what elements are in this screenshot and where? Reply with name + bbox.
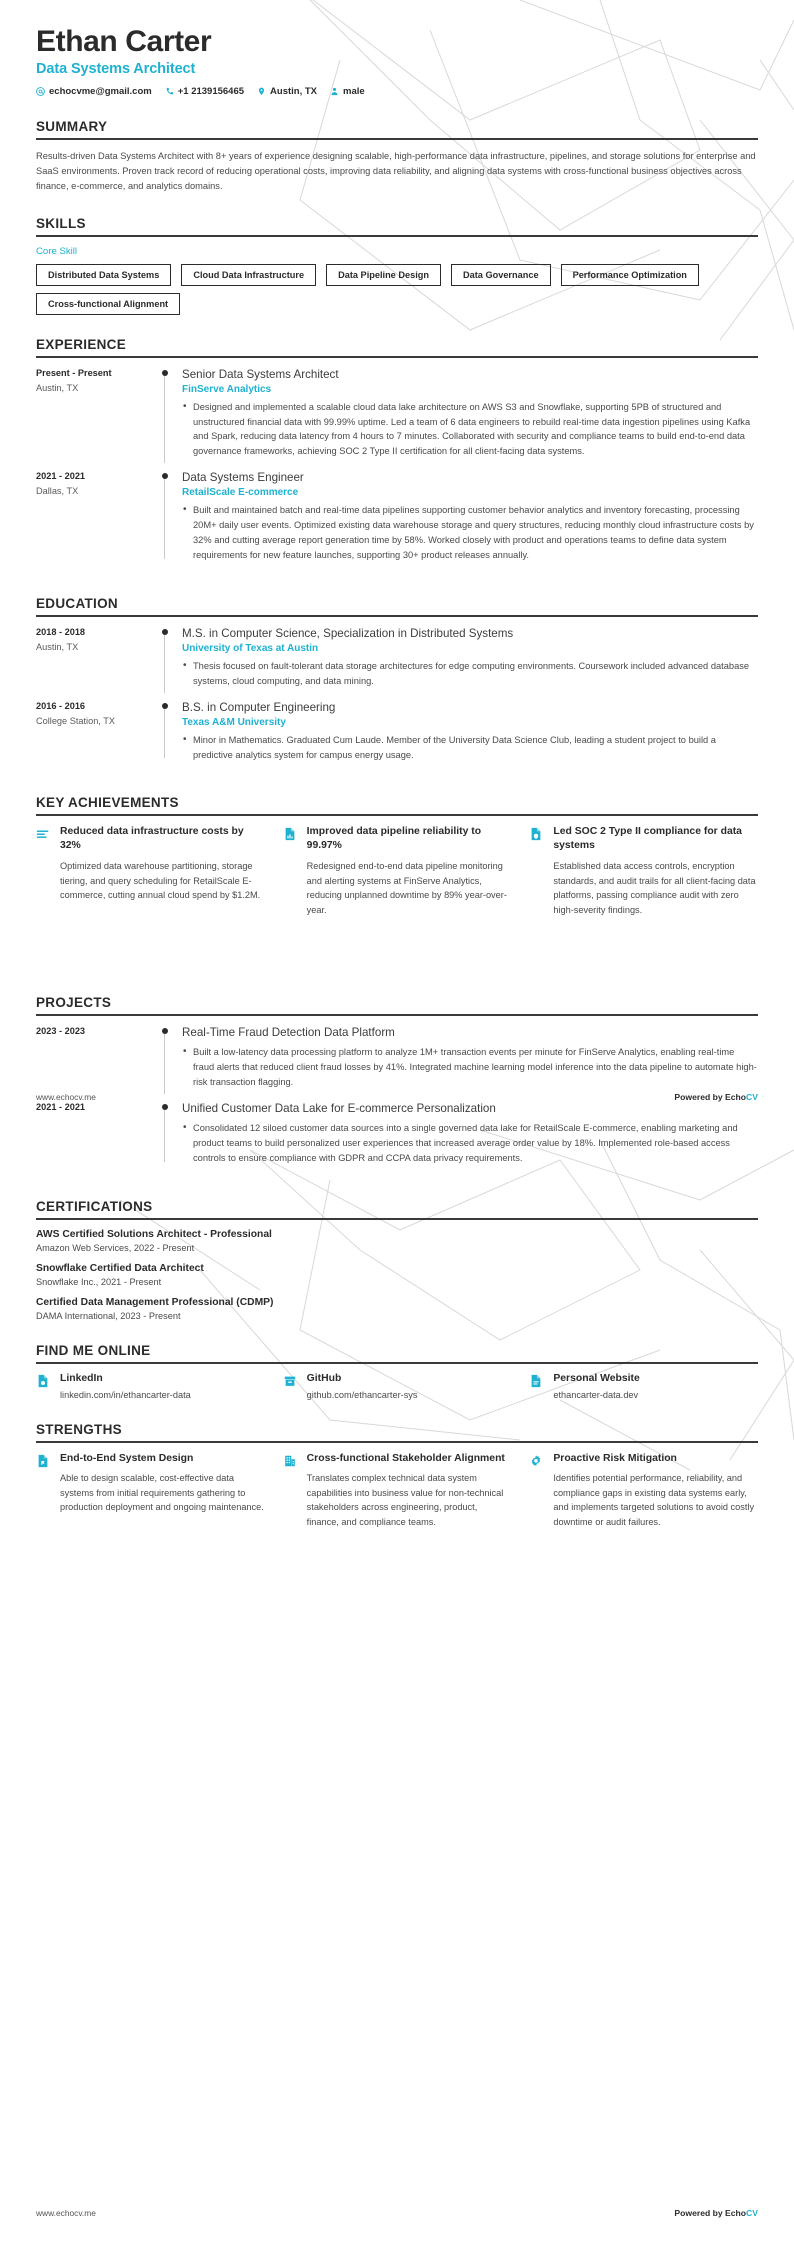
person-icon <box>330 87 339 96</box>
achievement-title: Improved data pipeline reliability to 99.97% <box>306 826 482 852</box>
entry-location: College Station, TX <box>36 715 115 726</box>
strength-title: End-to-End System Design <box>60 1452 194 1464</box>
timeline-marker <box>158 1101 180 1168</box>
entry-body <box>180 470 758 565</box>
certification-item <box>36 1229 758 1253</box>
section-experience <box>36 337 758 574</box>
entry-meta <box>36 1025 158 1092</box>
certification-meta: Amazon Web Services, 2022 - Present <box>36 1242 195 1253</box>
experience-entry <box>36 470 758 574</box>
page-title: Ethan Carter <box>36 25 212 58</box>
phone-icon <box>165 87 174 96</box>
strength-card <box>283 1452 512 1530</box>
entry-location: Austin, TX <box>36 382 79 393</box>
project-entry <box>36 1025 758 1101</box>
skill-chip: Data Governance <box>451 264 551 286</box>
entry-date: Present - Present <box>36 367 112 378</box>
achievement-description: Redesigned end-to-end data pipeline monitoring and alerting systems at FinServe Analytics, reducing unplanned downtime by 89% year-over-year. <box>306 861 507 915</box>
strength-title: Cross-functional Stakeholder Alignment <box>306 1452 505 1464</box>
footer-powered-label: Powered by <box>674 1092 726 1102</box>
entry-body <box>180 626 758 691</box>
section-projects <box>36 995 758 1176</box>
entry-organization: University of Texas at Austin <box>182 642 319 654</box>
achievement-card <box>529 825 758 917</box>
contact-row <box>36 86 758 97</box>
entry-date: 2023 - 2023 <box>36 1026 86 1037</box>
entry-bullets <box>182 400 758 460</box>
key-achievements-heading: KEY ACHIEVEMENTS <box>36 795 179 811</box>
experience-entry <box>36 367 758 471</box>
footer-brand-cv: CV <box>746 1092 758 1102</box>
footer-brand-cv: CV <box>746 2208 758 2218</box>
education-rule <box>36 615 758 617</box>
certification-name: Snowflake Certified Data Architect <box>36 1262 204 1274</box>
entry-date: 2016 - 2016 <box>36 700 86 711</box>
link-url: linkedin.com/in/ethancarter-data <box>60 1389 191 1400</box>
summary-rule <box>36 138 758 140</box>
job-title: Data Systems Architect <box>36 60 196 77</box>
entry-bullets <box>182 503 758 563</box>
entry-organization: FinServe Analytics <box>182 383 272 395</box>
summary-heading: SUMMARY <box>36 118 108 134</box>
link-label: Personal Website <box>553 1372 640 1384</box>
strength-card-list <box>36 1452 758 1530</box>
skill-chip: Distributed Data Systems <box>36 264 171 286</box>
bullet-item: • Minor in Mathematics. Graduated Cum Laude. Member of the University Data Science Club, leading a student project to build a predictive analytics system for campus energy usage. <box>182 733 758 763</box>
timeline-marker <box>158 700 180 765</box>
entry-meta <box>36 700 158 765</box>
section-strengths <box>36 1422 758 1530</box>
document-chart-icon <box>283 825 299 917</box>
page-footer-1 <box>36 1092 758 1102</box>
footer-brand <box>674 1092 758 1102</box>
entry-bullets <box>182 1121 758 1166</box>
header <box>36 26 758 97</box>
document-link-icon <box>36 1373 52 1400</box>
footer-brand-echo: Echo <box>725 1092 747 1102</box>
strengths-heading: STRENGTHS <box>36 1421 122 1437</box>
entry-location: Austin, TX <box>36 641 79 652</box>
find-me-online-heading: FIND ME ONLINE <box>36 1342 151 1358</box>
contact-email[interactable] <box>36 86 152 97</box>
contact-location-text: Austin, TX <box>270 85 318 97</box>
bullet-item: • Built and maintained batch and real-time data pipelines supporting customer behavior analytics and inventory forecasting, processing 20M+ daily user events. Optimized existing data warehouse storage and query structures, reducing monthly cloud infrastructure costs by 32% and cutting average report generation time by 58%. Worked closely with product and operations teams to define data system requirements for new feature launches, supporting 30+ product releases annually. <box>182 503 758 563</box>
document-flag-icon <box>36 1452 52 1530</box>
bullet-item: • Thesis focused on fault-tolerant data storage architectures for edge computing environments. Coursework included advanced database systems, cloud computing, and data mining. <box>182 659 758 689</box>
link-github[interactable] <box>283 1373 512 1400</box>
footer-brand <box>674 2208 758 2218</box>
document-shield-icon <box>529 825 545 917</box>
section-certifications <box>36 1199 758 1321</box>
strength-card <box>529 1452 758 1530</box>
entry-role: Data Systems Engineer <box>182 471 304 485</box>
entry-meta <box>36 1101 158 1168</box>
archive-icon <box>283 1373 299 1400</box>
skills-rule <box>36 235 758 237</box>
section-summary <box>36 119 758 194</box>
certification-meta: DAMA International, 2023 - Present <box>36 1310 181 1321</box>
section-skills <box>36 216 758 315</box>
email-icon <box>36 87 45 96</box>
skills-group-label: Core Skill <box>36 245 78 257</box>
entry-meta <box>36 470 158 565</box>
strength-description: Identifies potential performance, reliability, and compliance gaps in existing data systems early, and implements targeted solutions to avoid costly downtime or audit failures. <box>553 1473 755 1527</box>
entry-meta <box>36 367 158 462</box>
footer-powered-label: Powered by <box>674 2208 726 2218</box>
certification-item <box>36 1297 758 1321</box>
certifications-heading: CERTIFICATIONS <box>36 1198 153 1214</box>
certifications-rule <box>36 1218 758 1220</box>
entry-role: Real-Time Fraud Detection Data Platform <box>182 1026 395 1040</box>
section-education <box>36 596 758 774</box>
entry-location: Dallas, TX <box>36 486 79 497</box>
skill-chip: Cloud Data Infrastructure <box>181 264 316 286</box>
footer-site-url: www.echocv.me <box>36 1092 96 1102</box>
certification-meta: Snowflake Inc., 2021 - Present <box>36 1276 162 1287</box>
education-entry <box>36 700 758 774</box>
summary-text: Results-driven Data Systems Architect with 8+ years of experience designing scalable, high-performance data infrastructure, pipelines, and storage solutions for enterprise and SaaS environments. Proven track record of reducing operational costs, improving data reliability, and aligning data systems with cross-functional business objectives across finance, e-commerce, and analytics domains. <box>36 150 756 191</box>
bullet-item: • Designed and implemented a scalable cloud data lake architecture on AWS S3 and Snowflake, supporting 5PB of structured and unstructured financial data with 99.99% uptime. Led a team of 6 data engineers to rebuild real-time data ingestion pipelines using Kafka and Spark, reducing data latency from 4 hours to 7 minutes. Collaborated with security and compliance teams to build end-to-end data governance frameworks, achieving SOC 2 Type II certification for all client-facing data systems. <box>182 400 758 460</box>
strength-description: Translates complex technical data system capabilities into business value for non-technical stakeholders across engineering, product, finance, and compliance teams. <box>306 1473 504 1527</box>
achievement-description: Established data access controls, encryption standards, and audit trails for all client-facing data platforms, passing compliance audit with zero high-severity findings. <box>553 861 756 915</box>
gear-icon <box>529 1452 545 1530</box>
document-text-icon <box>529 1373 545 1400</box>
contact-location <box>257 86 317 97</box>
timeline-marker <box>158 1025 180 1092</box>
entry-body <box>180 367 758 462</box>
link-label: GitHub <box>306 1372 342 1384</box>
find-me-online-rule <box>36 1362 758 1364</box>
achievement-title: Led SOC 2 Type II compliance for data systems <box>553 826 742 852</box>
contact-phone-text: +1 2139156465 <box>177 85 245 97</box>
education-heading: EDUCATION <box>36 595 118 611</box>
building-icon <box>283 1452 299 1530</box>
entry-date: 2021 - 2021 <box>36 471 86 482</box>
contact-phone[interactable] <box>165 86 244 97</box>
skill-chip: Performance Optimization <box>561 264 699 286</box>
entry-date: 2018 - 2018 <box>36 626 86 637</box>
contact-gender-text: male <box>343 85 365 97</box>
strength-title: Proactive Risk Mitigation <box>553 1452 677 1464</box>
entry-date: 2021 - 2021 <box>36 1101 86 1112</box>
key-achievements-rule <box>36 814 758 816</box>
entry-bullets <box>182 659 758 689</box>
skill-chip: Data Pipeline Design <box>326 264 441 286</box>
section-key-achievements <box>36 795 758 917</box>
timeline-marker <box>158 470 180 565</box>
entry-bullets <box>182 1045 758 1090</box>
timeline-marker <box>158 626 180 691</box>
link-label: LinkedIn <box>60 1372 103 1384</box>
education-entry <box>36 626 758 700</box>
skills-chip-list <box>36 264 758 315</box>
projects-heading: PROJECTS <box>36 995 112 1011</box>
achievement-title: Reduced data infrastructure costs by 32% <box>60 826 244 852</box>
link-url: ethancarter-data.dev <box>553 1389 639 1400</box>
entry-body <box>180 1025 758 1092</box>
entry-role: Senior Data Systems Architect <box>182 367 339 381</box>
entry-role: Unified Customer Data Lake for E-commerce Personalization <box>182 1101 496 1115</box>
entry-organization: Texas A&M University <box>182 716 286 728</box>
experience-heading: EXPERIENCE <box>36 336 127 352</box>
link-list <box>36 1373 758 1400</box>
experience-rule <box>36 356 758 358</box>
achievement-description: Optimized data warehouse partitioning, storage tiering, and query scheduling for RetailScale E-commerce, cutting annual cloud spend by $1.2M. <box>60 861 261 901</box>
entry-role: M.S. in Computer Science, Specialization in Distributed Systems <box>182 626 514 640</box>
timeline-marker <box>158 367 180 462</box>
entry-body <box>180 1101 758 1168</box>
certification-item <box>36 1263 758 1287</box>
link-linkedin[interactable] <box>36 1373 265 1400</box>
section-find-me-online <box>36 1343 758 1400</box>
bullet-item: • Built a low-latency data processing platform to analyze 1M+ transaction events per minute for FinServe Analytics, enabling real-time fraud alerts that reduced client fraud losses by 41%. Integrated machine learning model inference into the data pipeline to automate high-risk transaction flagging. <box>182 1045 758 1090</box>
link-personal-website[interactable] <box>529 1373 758 1400</box>
skills-heading: SKILLS <box>36 215 86 231</box>
page-footer-2 <box>36 2208 758 2218</box>
strength-description: Able to design scalable, cost-effective data systems from initial requirements gathering to production deployment and ongoing maintenance. <box>60 1473 264 1513</box>
entry-meta <box>36 626 158 691</box>
projects-rule <box>36 1014 758 1016</box>
footer-site-url: www.echocv.me <box>36 2208 96 2218</box>
entry-body <box>180 700 758 765</box>
contact-gender <box>330 86 365 97</box>
skill-chip: Cross-functional Alignment <box>36 293 180 315</box>
achievement-card <box>36 825 265 917</box>
lines-icon <box>36 825 52 917</box>
strength-card <box>36 1452 265 1530</box>
entry-role: B.S. in Computer Engineering <box>182 700 336 714</box>
bullet-item: • Consolidated 12 siloed customer data sources into a single governed data lake for RetailScale E-commerce, enabling marketing and product teams to build personalized user experiences that increased average order value by 18%. Implemented role-based access controls to ensure compliance with GDPR and CCPA data privacy requirements. <box>182 1121 758 1166</box>
strengths-rule <box>36 1441 758 1443</box>
certification-name: AWS Certified Solutions Architect - Professional <box>36 1228 272 1240</box>
achievement-card <box>283 825 512 917</box>
contact-email-text: echocvme@gmail.com <box>49 85 152 97</box>
entry-organization: RetailScale E-commerce <box>182 487 299 499</box>
entry-bullets <box>182 733 758 763</box>
achievement-card-list <box>36 825 758 917</box>
footer-brand-echo: Echo <box>725 2208 747 2218</box>
location-pin-icon <box>257 87 266 96</box>
certification-name: Certified Data Management Professional (CDMP) <box>36 1296 274 1308</box>
link-url: github.com/ethancarter-sys <box>306 1389 418 1400</box>
project-entry <box>36 1101 758 1177</box>
page-break-spacer <box>36 917 758 973</box>
